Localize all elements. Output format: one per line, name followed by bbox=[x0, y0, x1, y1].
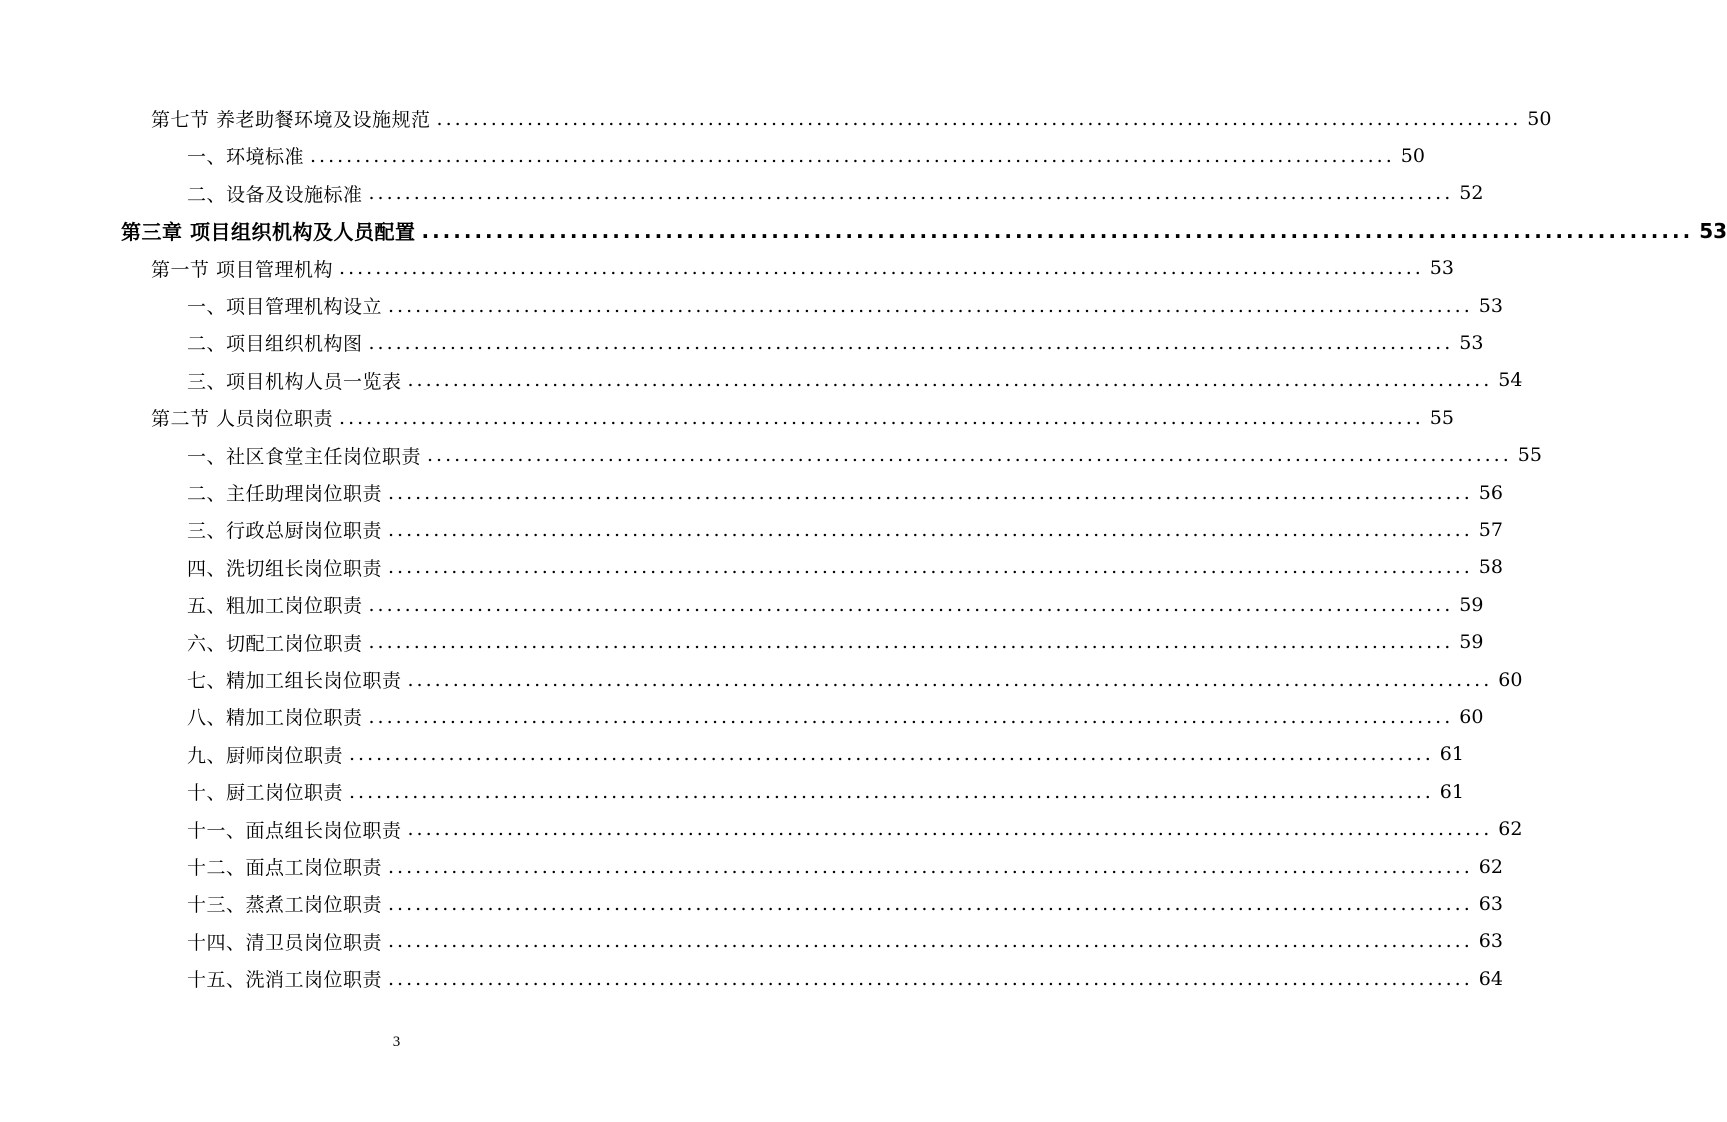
toc-leader-dots: ........................................................................................................................ bbox=[407, 369, 1493, 392]
toc-entry[interactable] bbox=[187, 175, 1484, 212]
toc-entry-page: 64 bbox=[1478, 967, 1503, 990]
toc-leader-dots: ........................................................................................................................ bbox=[368, 705, 1454, 728]
toc-entry[interactable] bbox=[121, 212, 1727, 249]
toc-leader-dots: ........................................................................................................................ bbox=[368, 631, 1454, 654]
toc-leader-dots: ........................................................................................................................ bbox=[310, 144, 1395, 167]
toc-entry[interactable] bbox=[187, 736, 1464, 773]
toc-entry-label: 六、切配工岗位职责 bbox=[187, 632, 363, 655]
toc-entry[interactable] bbox=[187, 586, 1484, 623]
toc-entry[interactable] bbox=[187, 811, 1523, 848]
toc-leader-dots: ........................................................................................................................ bbox=[421, 218, 1694, 243]
toc-entry-page: 57 bbox=[1478, 518, 1503, 541]
toc-leader-dots: ........................................................................................................................ bbox=[388, 294, 1473, 317]
toc-entry-page: 63 bbox=[1478, 892, 1503, 915]
toc-leader-dots: ........................................................................................................................ bbox=[368, 182, 1454, 205]
toc-entry[interactable] bbox=[187, 698, 1484, 735]
toc-entry-page: 62 bbox=[1478, 855, 1503, 878]
toc-leader-dots: ........................................................................................................................ bbox=[339, 257, 1424, 280]
toc-entry[interactable] bbox=[187, 437, 1542, 474]
toc-leader-dots: ........................................................................................................................ bbox=[388, 481, 1473, 504]
toc-entry-page: 53 bbox=[1699, 218, 1727, 243]
toc-entry-label: 第七节 养老助餐环境及设施规范 bbox=[151, 109, 431, 131]
toc-entry-label: 五、粗加工岗位职责 bbox=[187, 595, 363, 618]
toc-entry[interactable] bbox=[151, 100, 1552, 137]
toc-entry-label: 二、主任助理岗位职责 bbox=[187, 483, 383, 505]
toc-entry[interactable] bbox=[187, 511, 1503, 548]
toc-entry-label: 第二节 人员岗位职责 bbox=[151, 408, 334, 431]
toc-entry-label: 二、设备及设施标准 bbox=[187, 183, 363, 206]
toc-entry-label: 十二、面点工岗位职责 bbox=[187, 857, 383, 879]
toc-entry-label: 十五、洗消工岗位职责 bbox=[187, 969, 383, 992]
toc-entry-page: 59 bbox=[1459, 593, 1484, 616]
toc-entry-page: 53 bbox=[1459, 331, 1484, 354]
toc-entry-label: 一、社区食堂主任岗位职责 bbox=[187, 445, 422, 468]
toc-entry-label: 二、项目组织机构图 bbox=[187, 333, 363, 356]
toc-entry-page: 62 bbox=[1498, 818, 1523, 841]
toc-entry-label: 四、洗切组长岗位职责 bbox=[187, 557, 383, 580]
toc-entry-label: 一、项目管理机构设立 bbox=[187, 296, 383, 318]
toc-entry-label: 第三章 项目组织机构及人员配置 bbox=[121, 220, 416, 245]
toc-entry[interactable] bbox=[187, 661, 1523, 698]
toc-leader-dots: ........................................................................................................................ bbox=[407, 668, 1493, 691]
toc-entry[interactable] bbox=[187, 960, 1503, 997]
toc-entry[interactable] bbox=[187, 885, 1503, 922]
toc-entry-label: 十三、蒸煮工岗位职责 bbox=[187, 894, 383, 917]
toc-entry[interactable] bbox=[151, 250, 1454, 287]
toc-entry-label: 一、环境标准 bbox=[187, 146, 305, 169]
toc-leader-dots: ........................................................................................................................ bbox=[388, 518, 1473, 541]
toc-entry-page: 63 bbox=[1478, 930, 1503, 953]
toc-entry-label: 十一、面点组长岗位职责 bbox=[187, 819, 402, 842]
toc-leader-dots: ........................................................................................................................ bbox=[436, 107, 1522, 130]
toc-entry-page: 54 bbox=[1498, 369, 1523, 392]
toc-entry-page: 61 bbox=[1439, 780, 1464, 803]
toc-entry-page: 56 bbox=[1478, 481, 1503, 504]
toc-leader-dots: ........................................................................................................................ bbox=[349, 780, 1434, 803]
toc-entry[interactable] bbox=[151, 399, 1454, 436]
toc-leader-dots: ........................................................................................................................ bbox=[388, 967, 1473, 990]
toc-entry-label: 十四、清卫员岗位职责 bbox=[187, 931, 383, 954]
toc-entry[interactable] bbox=[187, 362, 1523, 399]
toc-leader-dots: ........................................................................................................................ bbox=[388, 855, 1473, 878]
toc-entry-label: 九、厨师岗位职责 bbox=[187, 744, 344, 767]
toc-entry-page: 61 bbox=[1439, 743, 1464, 766]
toc-entry-label: 第一节 项目管理机构 bbox=[151, 258, 334, 281]
toc-entry-page: 52 bbox=[1459, 182, 1484, 205]
toc-entry-page: 59 bbox=[1459, 631, 1484, 654]
toc-leader-dots: ........................................................................................................................ bbox=[407, 818, 1493, 841]
toc-entry[interactable] bbox=[187, 474, 1503, 511]
toc-entry-page: 53 bbox=[1478, 294, 1503, 317]
toc-entry-page: 60 bbox=[1459, 705, 1484, 728]
toc-leader-dots: ........................................................................................................................ bbox=[388, 892, 1473, 915]
toc-entry-label: 八、精加工岗位职责 bbox=[187, 707, 363, 730]
toc-entry-page: 58 bbox=[1478, 556, 1503, 579]
toc-entry[interactable] bbox=[187, 137, 1425, 174]
toc-entry[interactable] bbox=[187, 287, 1503, 324]
toc-entry-page: 50 bbox=[1400, 144, 1425, 167]
toc-entry-page: 55 bbox=[1517, 444, 1542, 467]
toc-entry[interactable] bbox=[187, 923, 1503, 960]
toc-entry-page: 53 bbox=[1429, 257, 1454, 280]
toc-entry-page: 60 bbox=[1498, 668, 1523, 691]
toc-entry-page: 55 bbox=[1429, 406, 1454, 429]
toc-entry-label: 三、项目机构人员一览表 bbox=[187, 370, 402, 393]
toc-entry[interactable] bbox=[187, 549, 1503, 586]
toc-entry-label: 三、行政总厨岗位职责 bbox=[187, 520, 383, 543]
toc-entry[interactable] bbox=[187, 324, 1484, 361]
toc-leader-dots: ........................................................................................................................ bbox=[368, 593, 1454, 616]
toc-entry[interactable] bbox=[187, 848, 1503, 885]
toc-entry[interactable] bbox=[187, 773, 1464, 810]
toc-leader-dots: ........................................................................................................................ bbox=[427, 444, 1512, 467]
toc-leader-dots: ........................................................................................................................ bbox=[349, 743, 1434, 766]
toc-entry-label: 十、厨工岗位职责 bbox=[187, 782, 344, 805]
toc-leader-dots: ........................................................................................................................ bbox=[388, 930, 1473, 953]
toc-leader-dots: ........................................................................................................................ bbox=[388, 556, 1473, 579]
toc-entry-label: 七、精加工组长岗位职责 bbox=[187, 670, 402, 692]
toc-leader-dots: ........................................................................................................................ bbox=[339, 406, 1424, 429]
toc-entry[interactable] bbox=[187, 624, 1484, 661]
page-number: 3 bbox=[392, 1034, 401, 1050]
toc-leader-dots: ........................................................................................................................ bbox=[368, 331, 1454, 354]
toc-entry-page: 50 bbox=[1527, 107, 1552, 130]
